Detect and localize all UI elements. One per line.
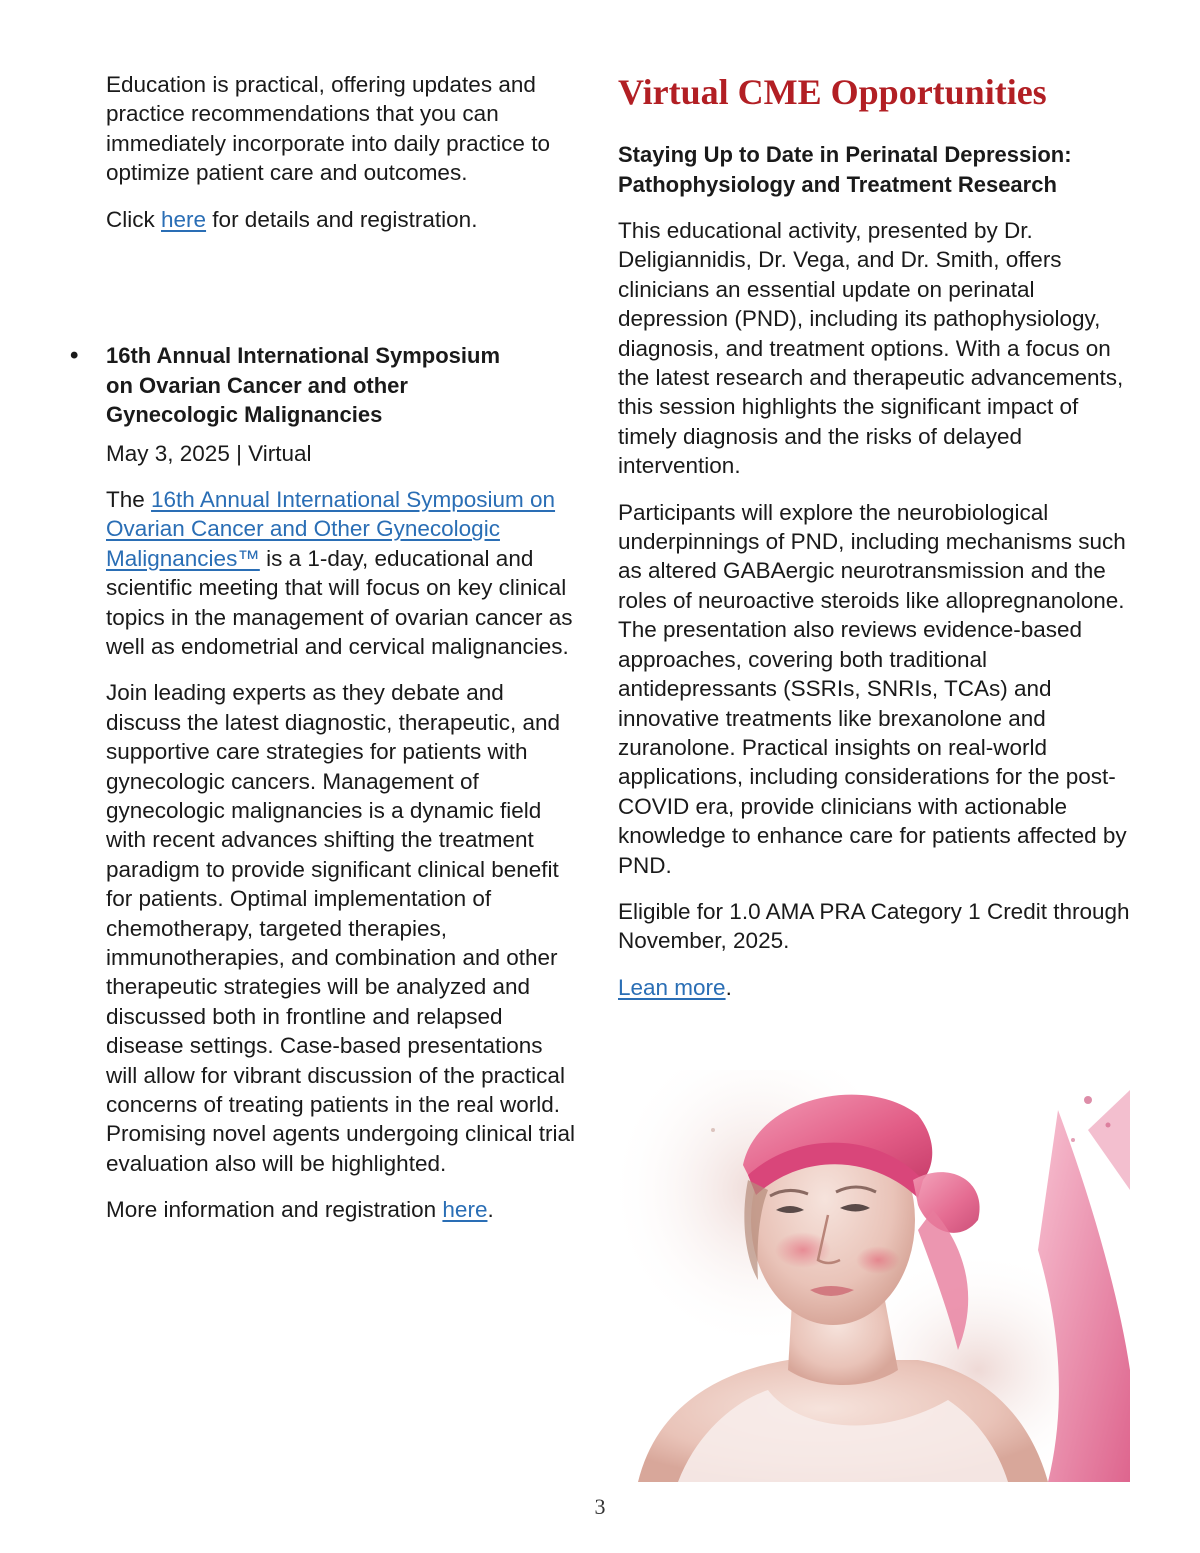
more-info-registration-link[interactable]: here bbox=[442, 1197, 488, 1223]
symposium-event bbox=[70, 341, 578, 1225]
paint-splatter bbox=[1071, 1138, 1075, 1142]
left-column bbox=[70, 70, 578, 1225]
event-date-location: May 3, 2025 | Virtual bbox=[106, 440, 312, 466]
cheek-blush bbox=[856, 1246, 900, 1274]
event-title-line bbox=[70, 341, 578, 430]
details-registration-link[interactable]: here bbox=[161, 206, 207, 232]
bullet-icon: • bbox=[70, 342, 79, 370]
pink-ribbon-shape bbox=[1088, 1090, 1130, 1190]
paint-splatter bbox=[1084, 1096, 1092, 1104]
desc-prefix: The bbox=[106, 486, 152, 512]
activity-paragraph-2: Participants will explore the neurobiological underpinnings of PND, including mechanisms such as altered GABAergic neurotransmission and the roles of neuroactive steroids like allopregnanolone. The presentation also reviews evidence-based approaches, covering both traditional antidepressants (SSRIs, SNRIs, TCAs) and innovative treatments like brexanolone and zuranolone. Practical insights on real-world applications, including considerations for the post-COVID era, provide clinicians with actionable knowledge to enhance care for patients affected by PND. bbox=[618, 499, 1127, 878]
intro-paragraph: Education is practical, offering updates and practice recommendations that you can immediately incorporate into daily practice to optimize patient care and outcomes. bbox=[106, 72, 550, 186]
event-description bbox=[106, 485, 578, 661]
learn-suffix: . bbox=[725, 974, 732, 1000]
learn-more-link[interactable]: Lean more bbox=[618, 974, 726, 1000]
section-heading: Virtual CME Opportunities bbox=[618, 72, 1047, 112]
click-here-line bbox=[106, 205, 578, 234]
more-suffix: . bbox=[487, 1197, 494, 1223]
page-number: 3 bbox=[594, 1494, 606, 1519]
paint-splatter bbox=[711, 1128, 715, 1132]
click-suffix: for details and registration. bbox=[206, 206, 478, 232]
more-prefix: More information and registration bbox=[106, 1197, 443, 1223]
more-info-line bbox=[106, 1195, 578, 1224]
symposium-link[interactable]: 16th Annual International Symposium on Ovarian Cancer and Other Gynecologic Malignancies™ bbox=[106, 486, 556, 571]
activity-title: Staying Up to Date in Perinatal Depression: Pathophysiology and Treatment Research bbox=[618, 142, 1072, 197]
watercolor-woman-illustration bbox=[618, 1070, 1130, 1482]
activity-paragraph-1: This educational activity, presented by Dr. Deligiannidis, Dr. Vega, and Dr. Smith, offers clinicians an essential update on perinatal depression (PND), including its pathophysiology, diagnosis, and treatment options. With a focus on the latest research and therapeutic advancements, this session highlights the significant impact of timely diagnosis and the risks of delayed intervention. bbox=[618, 218, 1124, 479]
learn-more-line bbox=[618, 973, 1138, 1002]
paint-splatter bbox=[1106, 1123, 1111, 1128]
join-paragraph: Join leading experts as they debate and discuss the latest diagnostic, therapeutic, and supportive care strategies for patients with gynecologic cancers. Management of gynecologic malignancies is a dynamic field with recent advances shifting the treatment paradigm to provide significant clinical benefit for patients. Optimal implementation of chemotherapy, targeted therapies, immunotherapies, and combination and other therapeutic strategies will be analyzed and discussed both in frontline and relapsed disease settings. Case-based presentations will allow for vibrant discussion of the practical concerns of treating patients in the real world. Promising novel agents undergoing clinical trial evaluation also will be highlighted. bbox=[106, 680, 576, 1176]
credit-info: Eligible for 1.0 AMA PRA Category 1 Credit through November, 2025. bbox=[618, 898, 1130, 954]
click-prefix: Click bbox=[106, 206, 161, 232]
desc-suffix: is a 1-day, educational and scientific meeting that will focus on key clinical topics in the management of ovarian cancer as well as endometrial and cervical malignancies. bbox=[106, 545, 573, 659]
right-column bbox=[618, 70, 1138, 1002]
event-title: 16th Annual International Symposium on Ovarian Cancer and other Gynecologic Malignancies bbox=[106, 343, 501, 428]
